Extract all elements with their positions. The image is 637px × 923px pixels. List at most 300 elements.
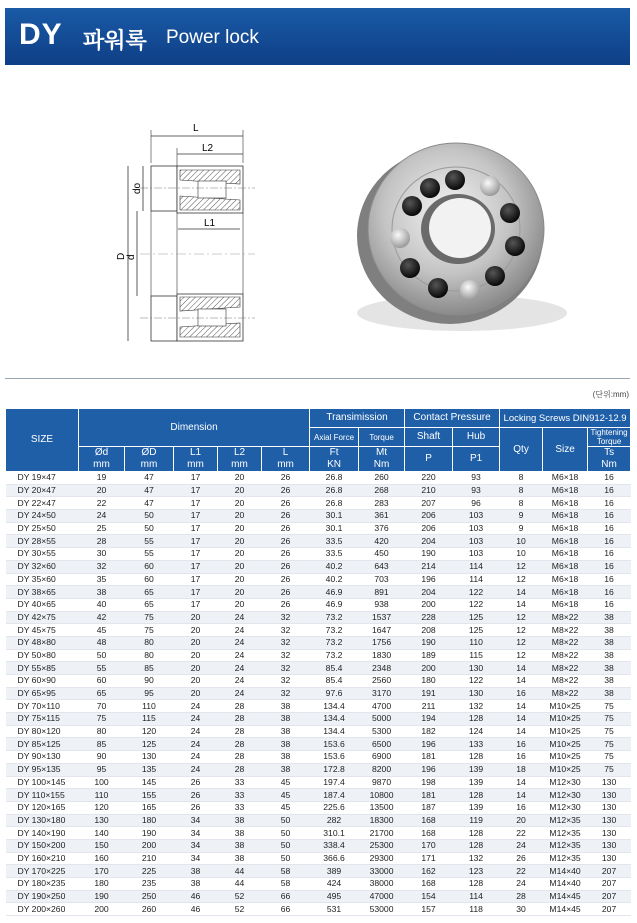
table-row — [6, 751, 631, 764]
table-cell: 93 — [453, 484, 500, 497]
table-cell: 17 — [174, 472, 218, 485]
table-cell: 38 — [218, 852, 262, 865]
table-cell: 420 — [359, 535, 405, 548]
table-cell: 32 — [262, 675, 310, 688]
table-cell: DY 42×75 — [6, 611, 79, 624]
table-cell: 123 — [453, 865, 500, 878]
table-row — [6, 713, 631, 726]
table-cell: 40.2 — [310, 573, 359, 586]
table-cell: 130 — [588, 776, 631, 789]
table-cell: 34 — [174, 852, 218, 865]
table-cell: 20 — [174, 662, 218, 675]
product-title-korean: 파워록 — [83, 29, 147, 54]
table-cell: 207 — [588, 903, 631, 916]
table-cell: 268 — [359, 484, 405, 497]
table-cell: 120 — [79, 801, 125, 814]
table-cell: 33.5 — [310, 535, 359, 548]
col-L2-header: L2 mm — [218, 447, 262, 472]
table-cell: 38 — [174, 878, 218, 891]
table-cell: 20 — [218, 484, 262, 497]
table-row — [6, 687, 631, 700]
table-cell: 24 — [500, 839, 543, 852]
table-cell: 1830 — [359, 649, 405, 662]
table-cell: 90 — [125, 675, 174, 688]
table-cell: 16 — [588, 573, 631, 586]
table-cell: 4700 — [359, 700, 405, 713]
table-cell: 128 — [453, 713, 500, 726]
table-cell: DY 70×110 — [6, 700, 79, 713]
table-cell: 38 — [218, 814, 262, 827]
table-cell: 80 — [79, 725, 125, 738]
table-cell: 46 — [174, 903, 218, 916]
table-row — [6, 890, 631, 903]
table-cell: 130 — [588, 852, 631, 865]
unit-note: (단위:mm) — [592, 390, 629, 399]
table-cell: 114 — [453, 573, 500, 586]
table-cell: 66 — [262, 890, 310, 903]
table-cell: 180 — [79, 878, 125, 891]
table-cell: 450 — [359, 548, 405, 561]
table-cell: 30 — [500, 903, 543, 916]
table-cell: 25 — [79, 522, 125, 535]
table-cell: 85 — [125, 662, 174, 675]
table-cell: 16 — [500, 738, 543, 751]
table-cell: 24 — [218, 662, 262, 675]
table-cell: 38000 — [359, 878, 405, 891]
table-cell: 20 — [218, 510, 262, 523]
table-cell: 20 — [218, 598, 262, 611]
table-cell: 32 — [262, 662, 310, 675]
table-cell: 12 — [500, 611, 543, 624]
table-cell: 119 — [453, 814, 500, 827]
table-cell: 1537 — [359, 611, 405, 624]
table-cell: 130 — [588, 839, 631, 852]
dim-label-do: do — [132, 182, 143, 194]
table-cell: 38 — [79, 586, 125, 599]
table-cell: 204 — [405, 535, 453, 548]
table-cell: 60 — [125, 560, 174, 573]
table-cell: 190 — [125, 827, 174, 840]
table-cell: 130 — [125, 751, 174, 764]
table-cell: 14 — [500, 598, 543, 611]
table-cell: 130 — [453, 662, 500, 675]
table-cell: 38 — [262, 738, 310, 751]
table-cell: 16 — [588, 598, 631, 611]
table-cell: 643 — [359, 560, 405, 573]
table-cell: 75 — [588, 713, 631, 726]
table-row — [6, 763, 631, 776]
table-cell: 22 — [500, 865, 543, 878]
table-cell: 58 — [262, 878, 310, 891]
table-cell: 16 — [588, 484, 631, 497]
table-row — [6, 573, 631, 586]
table-cell: 26 — [262, 472, 310, 485]
table-cell: 310.1 — [310, 827, 359, 840]
title-banner — [5, 8, 630, 65]
contact-pressure-header: Contact Pressure — [405, 409, 500, 428]
table-cell: M6×18 — [543, 573, 588, 586]
table-cell: M14×45 — [543, 903, 588, 916]
table-row — [6, 535, 631, 548]
table-cell: 9 — [500, 510, 543, 523]
table-cell: 35 — [79, 573, 125, 586]
table-cell: 97.6 — [310, 687, 359, 700]
table-cell: 53000 — [359, 903, 405, 916]
product-figure — [0, 68, 637, 378]
table-cell: 17 — [174, 560, 218, 573]
table-cell: 12 — [500, 636, 543, 649]
table-cell: 210 — [405, 484, 453, 497]
table-cell: 38 — [262, 751, 310, 764]
table-cell: 100 — [79, 776, 125, 789]
table-cell: 80 — [125, 649, 174, 662]
table-cell: DY 60×90 — [6, 675, 79, 688]
table-cell: 33000 — [359, 865, 405, 878]
table-cell: DY 28×55 — [6, 535, 79, 548]
table-cell: 495 — [310, 890, 359, 903]
table-cell: 32 — [79, 560, 125, 573]
table-cell: 189 — [405, 649, 453, 662]
table-cell: M10×25 — [543, 763, 588, 776]
table-row — [6, 472, 631, 485]
table-cell: 190 — [79, 890, 125, 903]
table-cell: M6×18 — [543, 598, 588, 611]
table-cell: 16 — [500, 751, 543, 764]
table-row — [6, 649, 631, 662]
table-cell: 26 — [262, 510, 310, 523]
table-cell: 180 — [405, 675, 453, 688]
table-cell: 14 — [500, 675, 543, 688]
product-code: DY — [19, 18, 63, 51]
table-cell: 200 — [79, 903, 125, 916]
table-cell: 134.4 — [310, 725, 359, 738]
table-cell: 139 — [453, 763, 500, 776]
table-cell: M12×35 — [543, 839, 588, 852]
table-cell: 282 — [310, 814, 359, 827]
table-cell: 60 — [125, 573, 174, 586]
table-cell: DY 65×95 — [6, 687, 79, 700]
table-cell: M8×22 — [543, 636, 588, 649]
table-cell: 44 — [218, 878, 262, 891]
table-cell: 38 — [588, 687, 631, 700]
col-p1-header: P1 — [453, 447, 500, 472]
table-cell: 17 — [174, 573, 218, 586]
table-row — [6, 675, 631, 688]
table-cell: M8×22 — [543, 611, 588, 624]
table-cell: 75 — [125, 611, 174, 624]
table-cell: 20 — [174, 636, 218, 649]
table-cell: 424 — [310, 878, 359, 891]
table-cell: 38 — [588, 649, 631, 662]
table-row — [6, 903, 631, 916]
table-cell: 14 — [500, 776, 543, 789]
table-cell: 52 — [218, 903, 262, 916]
table-cell: 80 — [125, 636, 174, 649]
table-cell: 20 — [174, 624, 218, 637]
table-cell: DY 40×65 — [6, 598, 79, 611]
table-cell: 196 — [405, 738, 453, 751]
table-cell: 16 — [588, 522, 631, 535]
table-cell: 52 — [218, 890, 262, 903]
table-cell: 85.4 — [310, 662, 359, 675]
table-row — [6, 497, 631, 510]
table-cell: 17 — [174, 484, 218, 497]
table-cell: 66 — [262, 903, 310, 916]
table-cell: DY 120×165 — [6, 801, 79, 814]
table-cell: DY 20×47 — [6, 484, 79, 497]
table-cell: 531 — [310, 903, 359, 916]
table-cell: M6×18 — [543, 535, 588, 548]
table-cell: 45 — [262, 776, 310, 789]
technical-drawing — [116, 123, 255, 341]
table-cell: 10800 — [359, 789, 405, 802]
table-cell: 73.2 — [310, 624, 359, 637]
table-cell: 128 — [453, 827, 500, 840]
table-cell: 26.8 — [310, 472, 359, 485]
table-cell: 1756 — [359, 636, 405, 649]
table-cell: 155 — [125, 789, 174, 802]
table-cell: 12 — [500, 649, 543, 662]
table-cell: 122 — [453, 598, 500, 611]
table-row — [6, 586, 631, 599]
table-cell: DY 35×60 — [6, 573, 79, 586]
table-cell: 180 — [125, 814, 174, 827]
table-cell: 8 — [500, 497, 543, 510]
table-cell: 16 — [500, 801, 543, 814]
table-cell: 118 — [453, 903, 500, 916]
table-cell: DY 32×60 — [6, 560, 79, 573]
table-cell: 47 — [125, 484, 174, 497]
hub-header: Hub — [453, 428, 500, 447]
table-cell: 29300 — [359, 852, 405, 865]
table-cell: 32 — [262, 611, 310, 624]
table-cell: M6×18 — [543, 586, 588, 599]
table-cell: 40 — [79, 598, 125, 611]
table-cell: DY 100×145 — [6, 776, 79, 789]
table-cell: 8200 — [359, 763, 405, 776]
table-cell: 128 — [453, 878, 500, 891]
transmission-header: Transimission — [310, 409, 405, 428]
spec-table-body — [6, 472, 631, 916]
table-cell: 132 — [453, 852, 500, 865]
table-cell: DY 130×180 — [6, 814, 79, 827]
table-cell: 16 — [588, 560, 631, 573]
table-cell: 130 — [588, 789, 631, 802]
table-cell: 28 — [218, 751, 262, 764]
table-cell: M10×25 — [543, 713, 588, 726]
table-row — [6, 611, 631, 624]
col-od-header: Ød mm — [79, 447, 125, 472]
table-cell: 9 — [500, 522, 543, 535]
table-cell: 120 — [125, 725, 174, 738]
table-cell: 24 — [218, 624, 262, 637]
table-cell: 38 — [262, 763, 310, 776]
table-cell: 30.1 — [310, 522, 359, 535]
table-cell: 14 — [500, 789, 543, 802]
table-cell: 198 — [405, 776, 453, 789]
table-cell: 168 — [405, 878, 453, 891]
table-cell: 32 — [262, 649, 310, 662]
table-cell: 50 — [262, 814, 310, 827]
table-cell: 135 — [125, 763, 174, 776]
table-cell: 130 — [79, 814, 125, 827]
table-cell: 38 — [218, 839, 262, 852]
table-cell: 21700 — [359, 827, 405, 840]
table-cell: 38 — [262, 713, 310, 726]
table-cell: 235 — [125, 878, 174, 891]
table-cell: 20 — [218, 586, 262, 599]
table-cell: 170 — [79, 865, 125, 878]
table-cell: 225 — [125, 865, 174, 878]
table-cell: 24 — [79, 510, 125, 523]
table-cell: 24 — [218, 611, 262, 624]
table-row — [6, 700, 631, 713]
table-cell: 20 — [79, 484, 125, 497]
table-cell: 208 — [405, 624, 453, 637]
table-cell: 191 — [405, 687, 453, 700]
table-cell: 45 — [79, 624, 125, 637]
table-cell: DY 150×200 — [6, 839, 79, 852]
table-cell: 20 — [218, 535, 262, 548]
axial-force-header: Axial Force — [310, 428, 359, 447]
table-cell: DY 50×80 — [6, 649, 79, 662]
table-cell: 45 — [262, 801, 310, 814]
table-cell: 44 — [218, 865, 262, 878]
table-cell: 70 — [79, 700, 125, 713]
table-cell: 24 — [174, 751, 218, 764]
col-ts-header: Ts Nm — [588, 447, 631, 472]
table-cell: 55 — [125, 535, 174, 548]
table-cell: 20 — [218, 472, 262, 485]
table-cell: 75 — [588, 725, 631, 738]
table-cell: 38 — [588, 624, 631, 637]
table-cell: 20 — [174, 687, 218, 700]
table-cell: 50 — [79, 649, 125, 662]
table-cell: 16 — [588, 586, 631, 599]
table-cell: 32 — [262, 687, 310, 700]
table-cell: 20 — [218, 522, 262, 535]
table-cell: 110 — [79, 789, 125, 802]
table-cell: 65 — [79, 687, 125, 700]
table-cell: M6×18 — [543, 510, 588, 523]
col-L-header: L mm — [262, 447, 310, 472]
table-cell: 17 — [174, 510, 218, 523]
table-row — [6, 624, 631, 637]
table-cell: DY 190×250 — [6, 890, 79, 903]
table-cell: 9870 — [359, 776, 405, 789]
table-cell: 26 — [174, 789, 218, 802]
table-cell: 26 — [262, 573, 310, 586]
table-row — [6, 522, 631, 535]
table-cell: M12×35 — [543, 852, 588, 865]
table-cell: 55 — [125, 548, 174, 561]
table-cell: 38 — [262, 700, 310, 713]
table-cell: 168 — [405, 827, 453, 840]
table-cell: DY 180×235 — [6, 878, 79, 891]
table-cell: 703 — [359, 573, 405, 586]
table-cell: M6×18 — [543, 472, 588, 485]
table-cell: 26 — [262, 598, 310, 611]
table-cell: 122 — [453, 586, 500, 599]
table-cell: 22 — [500, 827, 543, 840]
table-cell: 162 — [405, 865, 453, 878]
table-cell: 45 — [262, 789, 310, 802]
table-row — [6, 865, 631, 878]
table-cell: 58 — [262, 865, 310, 878]
table-cell: 28 — [218, 713, 262, 726]
dim-label-L1: L1 — [204, 218, 216, 229]
table-row — [6, 598, 631, 611]
table-cell: 361 — [359, 510, 405, 523]
table-cell: 75 — [588, 751, 631, 764]
table-cell: 50 — [262, 839, 310, 852]
table-cell: DY 200×260 — [6, 903, 79, 916]
table-cell: 26 — [174, 776, 218, 789]
table-cell: 20 — [218, 548, 262, 561]
table-cell: 34 — [174, 827, 218, 840]
table-cell: 16 — [588, 510, 631, 523]
table-cell: M14×40 — [543, 878, 588, 891]
table-cell: 85 — [79, 738, 125, 751]
table-cell: 190 — [405, 636, 453, 649]
dim-label-d: d — [126, 254, 137, 260]
table-cell: 14 — [500, 586, 543, 599]
table-cell: 33 — [218, 776, 262, 789]
table-cell: 197.4 — [310, 776, 359, 789]
table-cell: 26 — [262, 560, 310, 573]
table-cell: 32 — [262, 636, 310, 649]
table-cell: 13500 — [359, 801, 405, 814]
table-cell: 10 — [500, 535, 543, 548]
table-cell: 38 — [588, 675, 631, 688]
table-cell: 190 — [405, 548, 453, 561]
table-cell: M6×18 — [543, 484, 588, 497]
table-cell: DY 38×65 — [6, 586, 79, 599]
table-cell: 24 — [218, 636, 262, 649]
table-cell: 95 — [79, 763, 125, 776]
table-cell: 28 — [500, 890, 543, 903]
table-cell: 33.5 — [310, 548, 359, 561]
table-cell: 153.6 — [310, 751, 359, 764]
table-cell: 16 — [500, 687, 543, 700]
table-cell: 160 — [79, 852, 125, 865]
table-cell: 283 — [359, 497, 405, 510]
table-cell: 214 — [405, 560, 453, 573]
table-cell: 153.6 — [310, 738, 359, 751]
table-cell: 38 — [262, 725, 310, 738]
locking-screws-header: Locking Screws DIN912-12.9 — [500, 409, 631, 428]
table-cell: 181 — [405, 751, 453, 764]
table-cell: 24 — [174, 738, 218, 751]
table-cell: 12 — [500, 624, 543, 637]
table-cell: 26 — [174, 801, 218, 814]
table-cell: 115 — [453, 649, 500, 662]
table-cell: 17 — [174, 548, 218, 561]
table-cell: 38 — [588, 636, 631, 649]
table-cell: M14×40 — [543, 865, 588, 878]
table-cell: DY 25×50 — [6, 522, 79, 535]
table-cell: 8 — [500, 484, 543, 497]
table-cell: 50 — [262, 827, 310, 840]
table-cell: DY 19×47 — [6, 472, 79, 485]
table-cell: M6×18 — [543, 560, 588, 573]
table-cell: M8×22 — [543, 662, 588, 675]
table-cell: 75 — [588, 738, 631, 751]
table-cell: 75 — [588, 763, 631, 776]
table-cell: M8×22 — [543, 649, 588, 662]
table-cell: 206 — [405, 510, 453, 523]
table-cell: 47000 — [359, 890, 405, 903]
